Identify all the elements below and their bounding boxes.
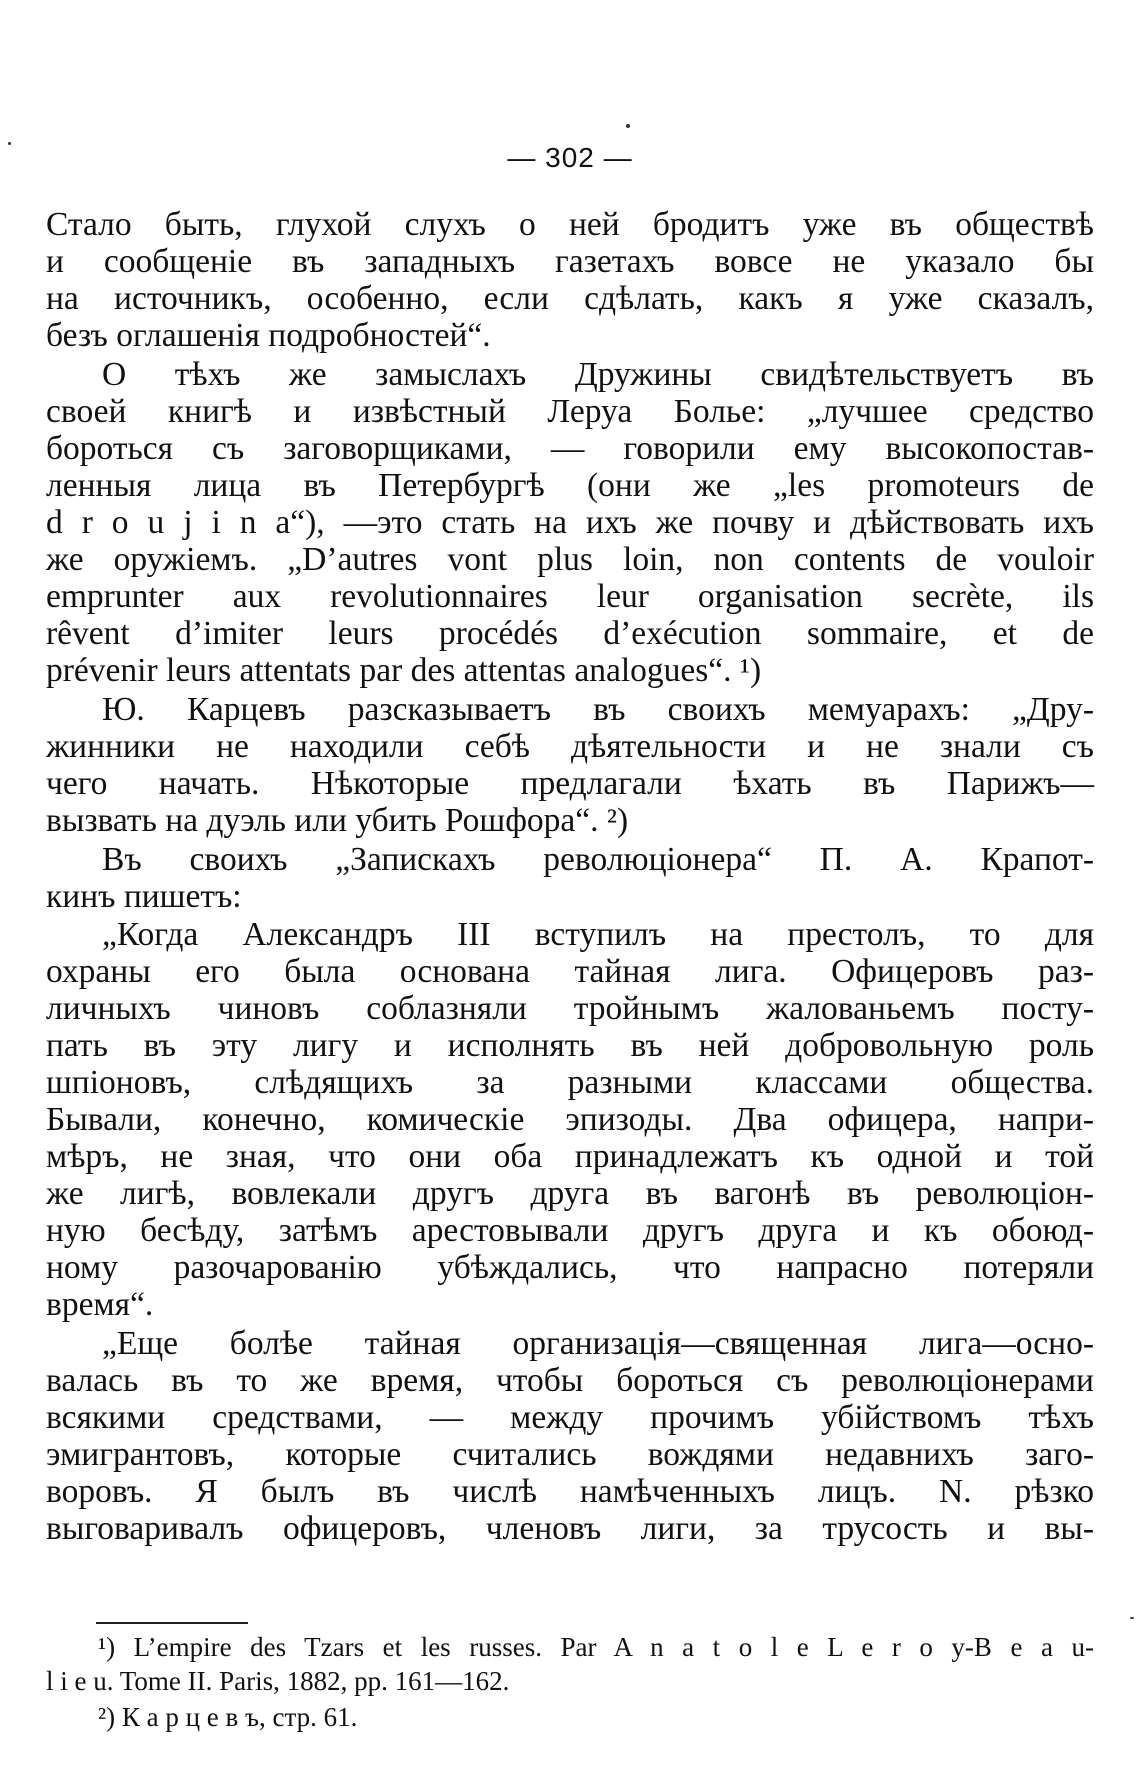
scan-speck [1130, 1617, 1134, 1619]
body-line: воровъ. Я былъ въ числѣ намѣченныхъ лицъ. N. рѣзко [46, 1473, 1094, 1510]
page-number: — 302 — [507, 142, 633, 173]
body-line: жинники не находили себѣ дѣятельности и не знали съ [46, 728, 1094, 765]
body-line: ному разочарованiю убѣждались, что напрасно потеряли [46, 1249, 1094, 1286]
body-line: мѣръ, не зная, что они оба принадлежатъ къ одной и той [46, 1138, 1094, 1175]
body-line: шпiоновъ, слѣдящихъ за разными классами общества. [46, 1064, 1094, 1101]
body-line: безъ оглашенiя подробностей“. [46, 317, 491, 354]
body-line: d r o u j i n a“), —это стать на ихъ же почву и дѣйствовать ихъ [46, 504, 1094, 541]
body-line: время“. [46, 1286, 154, 1323]
body-line: и сообщенiе въ западныхъ газетахъ вовсе не указало бы [46, 243, 1094, 280]
body-line: своей книгѣ и извѣстный Леруа Болье: „лучшее средство [46, 393, 1094, 430]
body-line: Стало быть, глухой слухъ о ней бродитъ уже въ обществѣ [46, 206, 1094, 243]
body-line: пать въ эту лигу и исполнять въ ней добровольную роль [46, 1027, 1094, 1064]
body-line: rêvent d’imiter leurs procédés d’exécution sommaire, et de [46, 615, 1094, 652]
body-line: на источникъ, особенно, если сдѣлать, какъ я уже сказалъ, [46, 280, 1094, 317]
scan-speck [626, 124, 630, 128]
body-line: вызвать на дуэль или убить Рошфора“. ²) [46, 802, 629, 839]
body-line: охраны его была основана тайная лига. Офицеровъ раз- [46, 953, 1094, 990]
body-line: prévenir leurs attentats par des attentas analogues“. ¹) [46, 652, 762, 689]
body-line: Въ своихъ „Запискахъ революцiонера“ П. А. Крапот- [102, 841, 1094, 878]
body-line: личныхъ чиновъ соблазняли тройнымъ жалованьемъ посту- [46, 990, 1094, 1027]
body-line: эмигрантовъ, которые считались вождями недавнихъ заго- [46, 1436, 1094, 1473]
footnote-divider [96, 1622, 248, 1624]
body-line: О тѣхъ же замыслахъ Дружины свидѣтельствуетъ въ [102, 356, 1094, 393]
body-line: выговаривалъ офицеровъ, членовъ лиги, за трусость и вы- [46, 1510, 1094, 1547]
body-line: ную бесѣду, затѣмъ арестовывали другъ друга и къ обоюд- [46, 1212, 1094, 1249]
body-line: „Когда Александръ III вступилъ на престолъ, то для [102, 916, 1094, 953]
body-line: же лигѣ, вовлекали другъ друга въ вагонѣ въ революцiон- [46, 1175, 1094, 1212]
footnote-line: ²) К а р ц е в ъ, стр. 61. [98, 1702, 358, 1732]
body-line: же оружiемъ. „D’autres vont plus loin, non contents de vouloir [46, 541, 1094, 578]
body-line: emprunter aux revolutionnaires leur organisation secrète, ils [46, 578, 1094, 615]
body-line: всякими средствами, — между прочимъ убiйствомъ тѣхъ [46, 1399, 1094, 1436]
footnote-line: ¹) L’empire des Tzars et les russes. Par A n a t o l e L e r o y-B e a u- [98, 1632, 1094, 1662]
body-line: „Еще болѣе тайная организацiя—священная лига—осно- [102, 1325, 1094, 1362]
scan-speck [8, 142, 11, 145]
body-line: чего начать. Нѣкоторые предлагали ѣхать въ Парижъ— [46, 765, 1094, 802]
body-line: бороться съ заговорщиками, — говорили ему высокопостав- [46, 430, 1094, 467]
footnote-line: l i e u. Tome II. Paris, 1882, pp. 161—162. [46, 1666, 510, 1696]
body-line: Ю. Карцевъ разсказываетъ въ своихъ мемуарахъ: „Дру- [102, 691, 1094, 728]
body-line: Бывали, конечно, комическiе эпизоды. Два офицера, напри- [46, 1101, 1094, 1138]
body-line: кинъ пишетъ: [46, 878, 242, 915]
body-line: валась въ то же время, чтобы бороться съ революцiонерами [46, 1362, 1094, 1399]
body-line: ленныя лица въ Петербургѣ (они же „les promoteurs de [46, 467, 1094, 504]
